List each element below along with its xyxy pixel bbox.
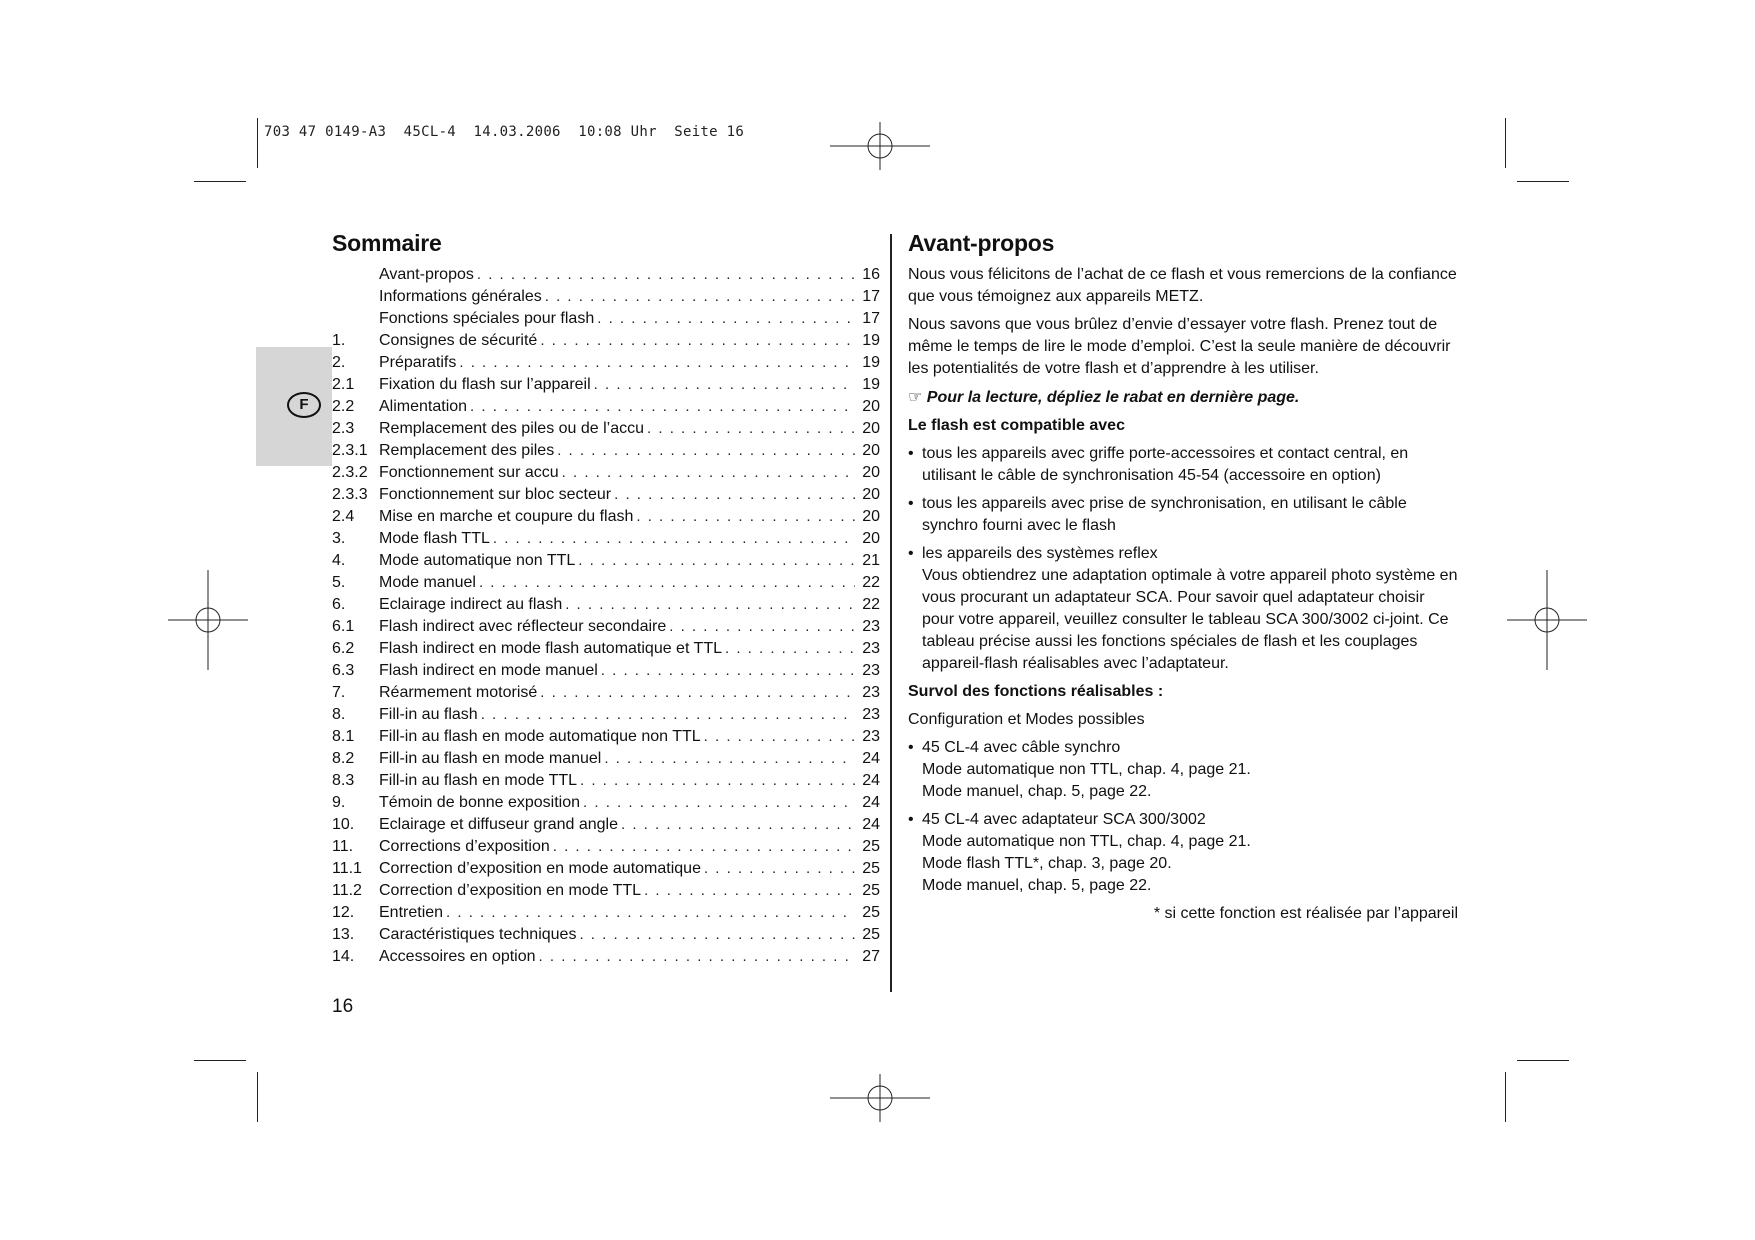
toc-entry — [332, 286, 880, 308]
toc-entry-title: Mode automatique non TTL — [379, 552, 576, 569]
crop-mark — [194, 1060, 246, 1061]
toc-entry — [332, 924, 880, 946]
toc-leader-dots — [580, 770, 855, 792]
bullet-icon: • — [908, 545, 914, 562]
foreword-section — [908, 264, 1458, 931]
toc-entry-page: 23 — [862, 640, 880, 657]
toc-leader-dots — [704, 726, 855, 748]
bullet-icon: • — [908, 445, 914, 462]
toc-entry-title: Eclairage indirect au flash — [379, 596, 563, 613]
toc-leader-dots — [725, 638, 855, 660]
list-item-text — [922, 809, 1458, 897]
toc-entry-number: 4. — [332, 552, 346, 569]
toc-leader-dots — [493, 528, 855, 550]
section-heading: Le flash est compatible avec — [908, 417, 1125, 434]
toc-entry-page: 20 — [862, 442, 880, 459]
toc-entry — [332, 792, 880, 814]
section-heading: Survol des fonctions réalisables : — [908, 683, 1164, 700]
toc-entry-page: 25 — [862, 860, 880, 877]
toc-entry — [332, 462, 880, 484]
toc-leader-dots — [644, 880, 855, 902]
paragraph: Nous vous félicitons de l’achat de ce flash et vous remercions de la confiance que vous témoignez aux appareils METZ. — [908, 266, 1457, 305]
toc-entry-title: Témoin de bonne exposition — [379, 794, 581, 811]
toc-leader-dots — [545, 286, 855, 308]
foreword-title: Avant-propos — [908, 230, 1055, 256]
toc-entry-number: 2.3.2 — [332, 464, 368, 481]
toc-entry-page: 21 — [862, 552, 880, 569]
toc-leader-dots — [669, 616, 855, 638]
toc-entry-title: Fill-in au flash en mode TTL — [379, 772, 578, 789]
toc-entry-page: 24 — [862, 794, 880, 811]
language-badge: F — [287, 392, 321, 418]
toc-entry-number: 2.3.3 — [332, 486, 368, 503]
toc-entry-page: 24 — [862, 772, 880, 789]
toc-entry-title: Fonctions spéciales pour flash — [379, 310, 595, 327]
bullet-icon: • — [908, 739, 914, 756]
toc-leader-dots — [540, 682, 855, 704]
toc-entry-number: 2.4 — [332, 508, 355, 525]
toc-entry-page: 20 — [862, 398, 880, 415]
toc-entry-page: 20 — [862, 486, 880, 503]
toc-entry-title: Mode flash TTL — [379, 530, 490, 547]
toc-entry-page: 27 — [862, 948, 880, 965]
toc-leader-dots — [578, 550, 855, 572]
toc-entry-page: 19 — [862, 376, 880, 393]
toc-entry-number: 6. — [332, 596, 346, 613]
toc-leader-dots — [583, 792, 855, 814]
toc-entry — [332, 418, 880, 440]
toc-leader-dots — [704, 858, 855, 880]
toc-entry-title: Fixation du flash sur l’appareil — [379, 376, 591, 393]
config-title: 45 CL-4 avec adaptateur SCA 300/3002 — [922, 811, 1206, 828]
bullet-icon: • — [908, 495, 914, 512]
toc-entry-title: Correction d’exposition en mode automatique — [379, 860, 701, 877]
toc-entry-number: 2.2 — [332, 398, 355, 415]
toc-entry-number: 2.1 — [332, 376, 355, 393]
toc-leader-dots — [621, 814, 855, 836]
crop-mark — [1505, 118, 1506, 168]
toc-entry — [332, 836, 880, 858]
toc-entry-number: 6.2 — [332, 640, 355, 657]
config-line: Mode automatique non TTL, chap. 4, page 21. — [922, 833, 1251, 850]
list-item-text: tous les appareils avec griffe porte-accessoires et contact central, en utilisant le câble de synchronisation 45-54 (accessoire en option) — [922, 445, 1409, 484]
toc-leader-dots — [557, 440, 855, 462]
footnote: * si cette fonction est réalisée par l’appareil — [1153, 905, 1458, 922]
registration-mark-right — [1507, 570, 1587, 670]
registration-mark-top — [830, 116, 930, 176]
toc-leader-dots — [601, 660, 855, 682]
toc-entry — [332, 572, 880, 594]
toc-leader-dots — [604, 748, 855, 770]
toc-entry — [332, 726, 880, 748]
toc-entry — [332, 616, 880, 638]
toc-leader-dots — [459, 352, 855, 374]
toc-entry-title: Préparatifs — [379, 354, 457, 371]
list-item-detail: Vous obtiendrez une adaptation optimale à votre appareil photo système en vous procurant un adaptateur SCA. Pour savoir quel adaptateur choisir pour votre appareil, veuillez consulter le tableau SCA 300/3002 ci-joint. Ce tableau précise aussi les fonctions spéciales de flash et les couplages appareil-flash réalisables avec l’adaptateur. — [922, 567, 1458, 672]
toc-leader-dots — [565, 594, 855, 616]
toc-entry-title: Mode manuel — [379, 574, 476, 591]
toc-entry — [332, 396, 880, 418]
paragraph: Configuration et Modes possibles — [908, 711, 1145, 728]
toc-entry-title: Fonctionnement sur bloc secteur — [379, 486, 612, 503]
toc-leader-dots — [470, 396, 855, 418]
config-line: Mode manuel, chap. 5, page 22. — [922, 877, 1152, 894]
config-line: Mode automatique non TTL, chap. 4, page 21. — [922, 761, 1251, 778]
toc-leader-dots — [579, 924, 855, 946]
table-of-contents — [332, 264, 880, 968]
toc-leader-dots — [636, 506, 855, 528]
crop-mark — [194, 181, 246, 182]
toc-title: Sommaire — [332, 230, 442, 256]
toc-entry-number: 13. — [332, 926, 355, 943]
toc-entry-page: 16 — [862, 266, 880, 283]
toc-leader-dots — [479, 572, 855, 594]
toc-leader-dots — [481, 704, 855, 726]
toc-leader-dots — [540, 330, 855, 352]
toc-entry-number: 6.3 — [332, 662, 355, 679]
toc-entry-title: Correction d’exposition en mode TTL — [379, 882, 642, 899]
crop-mark — [257, 118, 258, 168]
toc-entry-page: 23 — [862, 618, 880, 635]
note — [908, 386, 1458, 409]
toc-entry — [332, 330, 880, 352]
toc-entry-number: 11.2 — [332, 882, 362, 899]
toc-entry — [332, 352, 880, 374]
toc-entry — [332, 374, 880, 396]
toc-entry-title: Mise en marche et coupure du flash — [379, 508, 634, 525]
pointing-hand-icon: ☞ — [908, 387, 923, 406]
toc-leader-dots — [614, 484, 855, 506]
toc-leader-dots — [539, 946, 855, 968]
toc-entry-page: 20 — [862, 464, 880, 481]
paragraph: Nous savons que vous brûlez d’envie d’essayer votre flash. Prenez tout de même le temps de lire le mode d’emploi. C’est la seule manière de découvrir les potentialités de votre flash et d’apprendre à les utiliser. — [908, 316, 1451, 377]
list-item — [908, 443, 1458, 487]
toc-leader-dots — [647, 418, 855, 440]
toc-entry — [332, 550, 880, 572]
toc-entry-title: Fill-in au flash en mode automatique non TTL — [379, 728, 701, 745]
toc-entry-page: 24 — [862, 816, 880, 833]
toc-entry-title: Informations générales — [379, 288, 542, 305]
toc-leader-dots — [594, 374, 855, 396]
toc-entry-title: Alimentation — [379, 398, 468, 415]
print-header: 703 47 0149-A3 45CL-4 14.03.2006 10:08 Uhr Seite 16 — [264, 124, 745, 140]
toc-entry-title: Remplacement des piles — [379, 442, 555, 459]
toc-leader-dots — [446, 902, 855, 924]
bullet-icon: • — [908, 811, 914, 828]
toc-entry-number: 8. — [332, 706, 346, 723]
toc-entry-page: 25 — [862, 882, 880, 899]
crop-mark — [1505, 1072, 1506, 1122]
toc-leader-dots — [553, 836, 855, 858]
note-text: Pour la lecture, dépliez le rabat en dernière page. — [926, 389, 1300, 406]
toc-entry-title: Flash indirect en mode flash automatique et TTL — [379, 640, 722, 657]
list-item — [908, 737, 1458, 803]
toc-entry — [332, 506, 880, 528]
list-item-text: tous les appareils avec prise de synchronisation, en utilisant le câble synchro fourni avec le flash — [922, 495, 1407, 534]
toc-entry-page: 20 — [862, 530, 880, 547]
toc-entry-title: Remplacement des piles ou de l’accu — [379, 420, 645, 437]
list-item-title: les appareils des systèmes reflex — [922, 545, 1158, 562]
toc-entry-page: 19 — [862, 354, 880, 371]
registration-mark-left — [168, 570, 248, 670]
toc-entry-title: Réarmement motorisé — [379, 684, 538, 701]
toc-entry-title: Avant-propos — [379, 266, 474, 283]
toc-entry-title: Entretien — [379, 904, 444, 921]
toc-entry-title: Fonctionnement sur accu — [379, 464, 559, 481]
toc-entry-title: Flash indirect en mode manuel — [379, 662, 598, 679]
crop-mark — [1517, 1060, 1569, 1061]
toc-entry-number: 3. — [332, 530, 346, 547]
toc-entry-page: 24 — [862, 750, 880, 767]
toc-entry-number: 2.3 — [332, 420, 355, 437]
toc-entry — [332, 902, 880, 924]
toc-entry-number: 14. — [332, 948, 355, 965]
toc-entry-number: 5. — [332, 574, 346, 591]
toc-entry — [332, 308, 880, 330]
toc-entry-title: Fill-in au flash en mode manuel — [379, 750, 602, 767]
toc-entry — [332, 748, 880, 770]
column-divider — [890, 234, 892, 992]
toc-entry-title: Caractéristiques techniques — [379, 926, 577, 943]
toc-leader-dots — [562, 462, 855, 484]
list-item — [908, 809, 1458, 897]
toc-entry-number: 8.3 — [332, 772, 355, 789]
toc-entry — [332, 858, 880, 880]
toc-entry-page: 22 — [862, 596, 880, 613]
toc-entry-number: 9. — [332, 794, 346, 811]
toc-entry — [332, 814, 880, 836]
toc-entry-page: 23 — [862, 662, 880, 679]
toc-entry-title: Consignes de sécurité — [379, 332, 538, 349]
toc-entry-title: Corrections d’exposition — [379, 838, 550, 855]
toc-entry — [332, 594, 880, 616]
toc-entry-page: 20 — [862, 420, 880, 437]
toc-entry-page: 25 — [862, 838, 880, 855]
crop-mark — [1517, 181, 1569, 182]
list-item — [908, 543, 1458, 675]
toc-entry-number: 6.1 — [332, 618, 355, 635]
toc-entry-title: Flash indirect avec réflecteur secondaire — [379, 618, 667, 635]
list-item — [908, 493, 1458, 537]
toc-entry-number: 2.3.1 — [332, 442, 368, 459]
toc-entry-page: 17 — [862, 288, 880, 305]
config-line: Mode manuel, chap. 5, page 22. — [922, 783, 1152, 800]
toc-entry-page: 25 — [862, 926, 880, 943]
page-number: 16 — [332, 996, 354, 1017]
toc-entry-number: 10. — [332, 816, 355, 833]
toc-entry — [332, 946, 880, 968]
toc-entry-number: 8.1 — [332, 728, 355, 745]
toc-entry — [332, 264, 880, 286]
toc-entry — [332, 682, 880, 704]
toc-entry-number: 11.1 — [332, 860, 362, 877]
toc-entry-page: 25 — [862, 904, 880, 921]
toc-leader-dots — [597, 308, 855, 330]
toc-entry-number: 1. — [332, 332, 346, 349]
toc-entry-page: 23 — [862, 684, 880, 701]
config-line: Mode flash TTL*, chap. 3, page 20. — [922, 855, 1172, 872]
registration-mark-bottom — [830, 1068, 930, 1128]
toc-entry-page: 22 — [862, 574, 880, 591]
toc-entry-number: 12. — [332, 904, 355, 921]
toc-entry-number: 2. — [332, 354, 346, 371]
toc-entry — [332, 880, 880, 902]
list-item-text — [922, 543, 1458, 675]
toc-entry-number: 7. — [332, 684, 346, 701]
config-title: 45 CL-4 avec câble synchro — [922, 739, 1121, 756]
toc-entry-number: 11. — [332, 838, 354, 855]
toc-entry — [332, 770, 880, 792]
toc-entry-page: 19 — [862, 332, 880, 349]
toc-entry — [332, 660, 880, 682]
toc-entry — [332, 440, 880, 462]
toc-entry-title: Eclairage et diffuseur grand angle — [379, 816, 618, 833]
list-item-text — [922, 737, 1458, 803]
toc-entry-page: 23 — [862, 706, 880, 723]
toc-entry-title: Accessoires en option — [379, 948, 536, 965]
toc-entry — [332, 704, 880, 726]
toc-entry-title: Fill-in au flash — [379, 706, 478, 723]
toc-entry-page: 20 — [862, 508, 880, 525]
toc-leader-dots — [477, 264, 855, 286]
toc-entry-page: 17 — [862, 310, 880, 327]
toc-entry — [332, 528, 880, 550]
toc-entry-number: 8.2 — [332, 750, 355, 767]
toc-entry — [332, 484, 880, 506]
toc-entry-page: 23 — [862, 728, 880, 745]
crop-mark — [257, 1072, 258, 1122]
toc-entry — [332, 638, 880, 660]
